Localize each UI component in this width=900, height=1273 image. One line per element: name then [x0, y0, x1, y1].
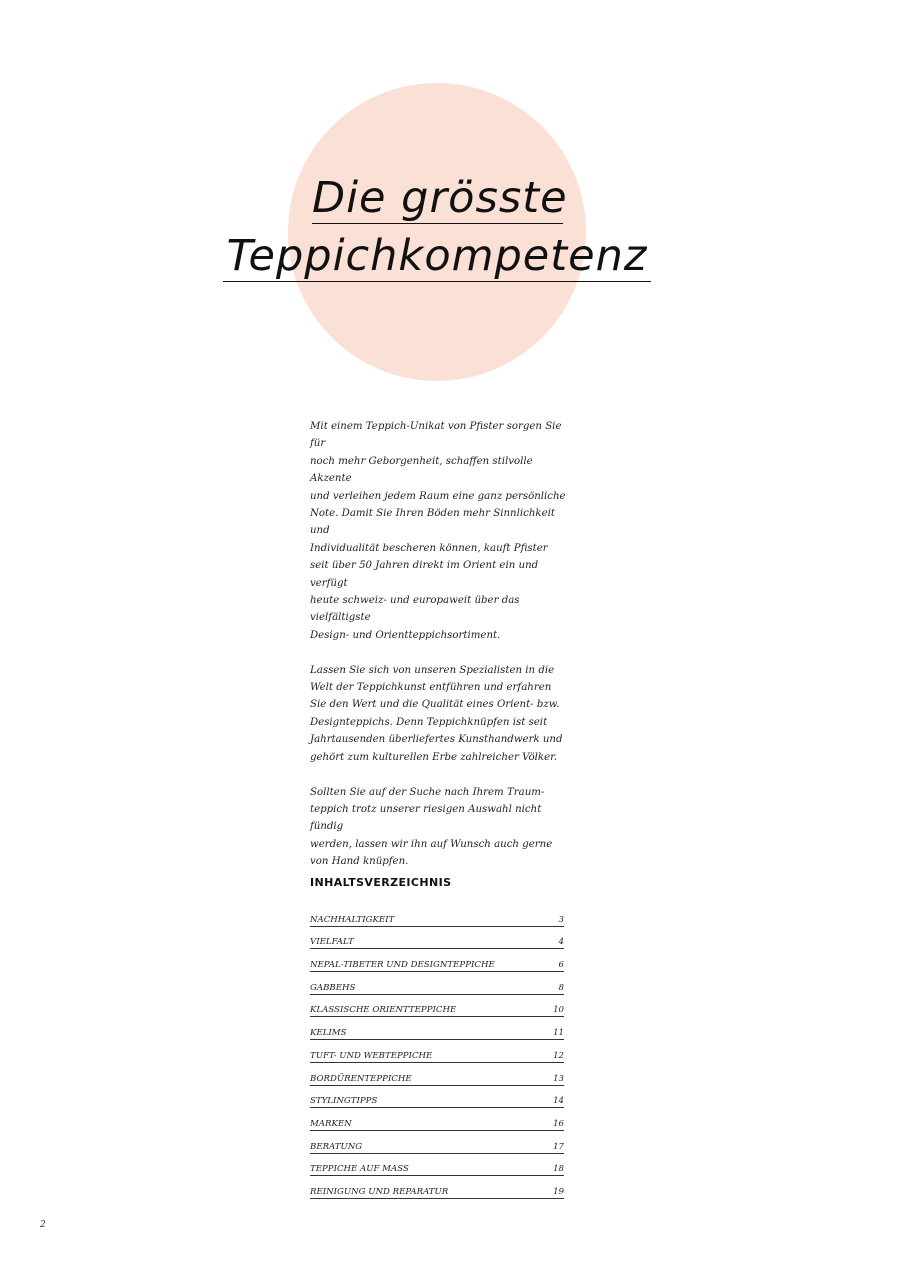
- toc-entry[interactable]: [310, 1131, 564, 1154]
- toc-entry-page: 3: [558, 914, 564, 925]
- toc-entry-label: MARKEN: [310, 1118, 352, 1129]
- toc-entry-page: 18: [553, 1164, 564, 1175]
- toc-entry[interactable]: [310, 1108, 564, 1131]
- toc-entry[interactable]: [310, 1040, 564, 1063]
- toc-entry[interactable]: [310, 1086, 564, 1109]
- intro-paragraph: Sollten Sie auf der Suche nach Ihrem Traum- teppich trotz unserer riesigen Auswahl nicht fündig werden, lassen wir ihn auf Wunsch auch gerne von Hand knüpfen.: [310, 786, 553, 868]
- toc-entry-page: 10: [553, 1005, 564, 1016]
- toc-heading: INHALTSVERZEICHNIS: [310, 876, 452, 889]
- toc-entry-label: STYLINGTIPPS: [310, 1096, 378, 1107]
- toc-entry[interactable]: [310, 927, 564, 950]
- toc-entry-label: BORDÜRENTEPPICHE: [310, 1073, 412, 1084]
- toc-entry-label: KELIMS: [310, 1028, 347, 1039]
- page-number: 2: [40, 1220, 46, 1230]
- toc-entry-page: 6: [558, 960, 564, 971]
- toc-entry-label: VIELFALT: [310, 937, 354, 948]
- toc-entry[interactable]: [310, 1176, 564, 1199]
- page-title-line-1: Die grösste: [312, 173, 568, 223]
- table-of-contents: [310, 904, 564, 1199]
- toc-entry[interactable]: [310, 1154, 564, 1177]
- toc-entry-label: NACHHALTIGKEIT: [310, 914, 395, 925]
- intro-paragraph: Lassen Sie sich von unseren Spezialisten in die Welt der Teppichkunst entführen und erfahren Sie den Wert und die Qualität eines Orient- bzw. Designteppichs. Denn Teppichknüpfen ist seit Jahrtausenden überliefertes Kunsthandwerk und gehört zum kulturellen Erbe zahlreicher Völker.: [310, 664, 563, 763]
- toc-entry-page: 17: [553, 1141, 564, 1152]
- toc-entry[interactable]: [310, 995, 564, 1018]
- toc-entry-page: 8: [558, 982, 564, 993]
- toc-entry-page: 11: [553, 1028, 564, 1039]
- toc-entry-page: 14: [553, 1096, 564, 1107]
- page-title-line-2: Teppichkompetenz: [223, 231, 651, 282]
- toc-entry[interactable]: [310, 904, 564, 927]
- intro-text: [310, 418, 572, 888]
- toc-entry-label: GABBEHS: [310, 982, 356, 993]
- toc-entry-label: KLASSISCHE ORIENTTEPPICHE: [310, 1005, 457, 1016]
- toc-entry[interactable]: [310, 972, 564, 995]
- toc-entry-page: 4: [558, 937, 564, 948]
- toc-entry-label: REINIGUNG UND REPARATUR: [310, 1186, 449, 1197]
- toc-entry-page: 16: [553, 1118, 564, 1129]
- toc-entry[interactable]: [310, 1063, 564, 1086]
- toc-entry[interactable]: [310, 949, 564, 972]
- toc-entry[interactable]: [310, 1017, 564, 1040]
- toc-entry-label: BERATUNG: [310, 1141, 363, 1152]
- toc-entry-label: NEPAL-TIBETER UND DESIGNTEPPICHE: [310, 960, 495, 971]
- toc-entry-label: TEPPICHE AUF MASS: [310, 1164, 409, 1175]
- toc-entry-label: TUFT- UND WEBTEPPICHE: [310, 1050, 433, 1061]
- toc-entry-page: 12: [553, 1050, 564, 1061]
- intro-paragraph: Mit einem Teppich-Unikat von Pfister sorgen Sie für noch mehr Geborgenheit, schaffen stilvolle Akzente und verleihen jedem Raum eine ganz persönliche Note. Damit Sie Ihren Böden mehr Sinnlichkeit und Individualität bescheren können, kauft Pfister seit über 50 Jahren direkt im Orient ein und verfügt heute schweiz- und europaweit über das vielfältigste Design- und Orientteppichsortiment.: [310, 421, 566, 641]
- toc-entry-page: 13: [553, 1073, 564, 1084]
- toc-entry-page: 19: [553, 1186, 564, 1197]
